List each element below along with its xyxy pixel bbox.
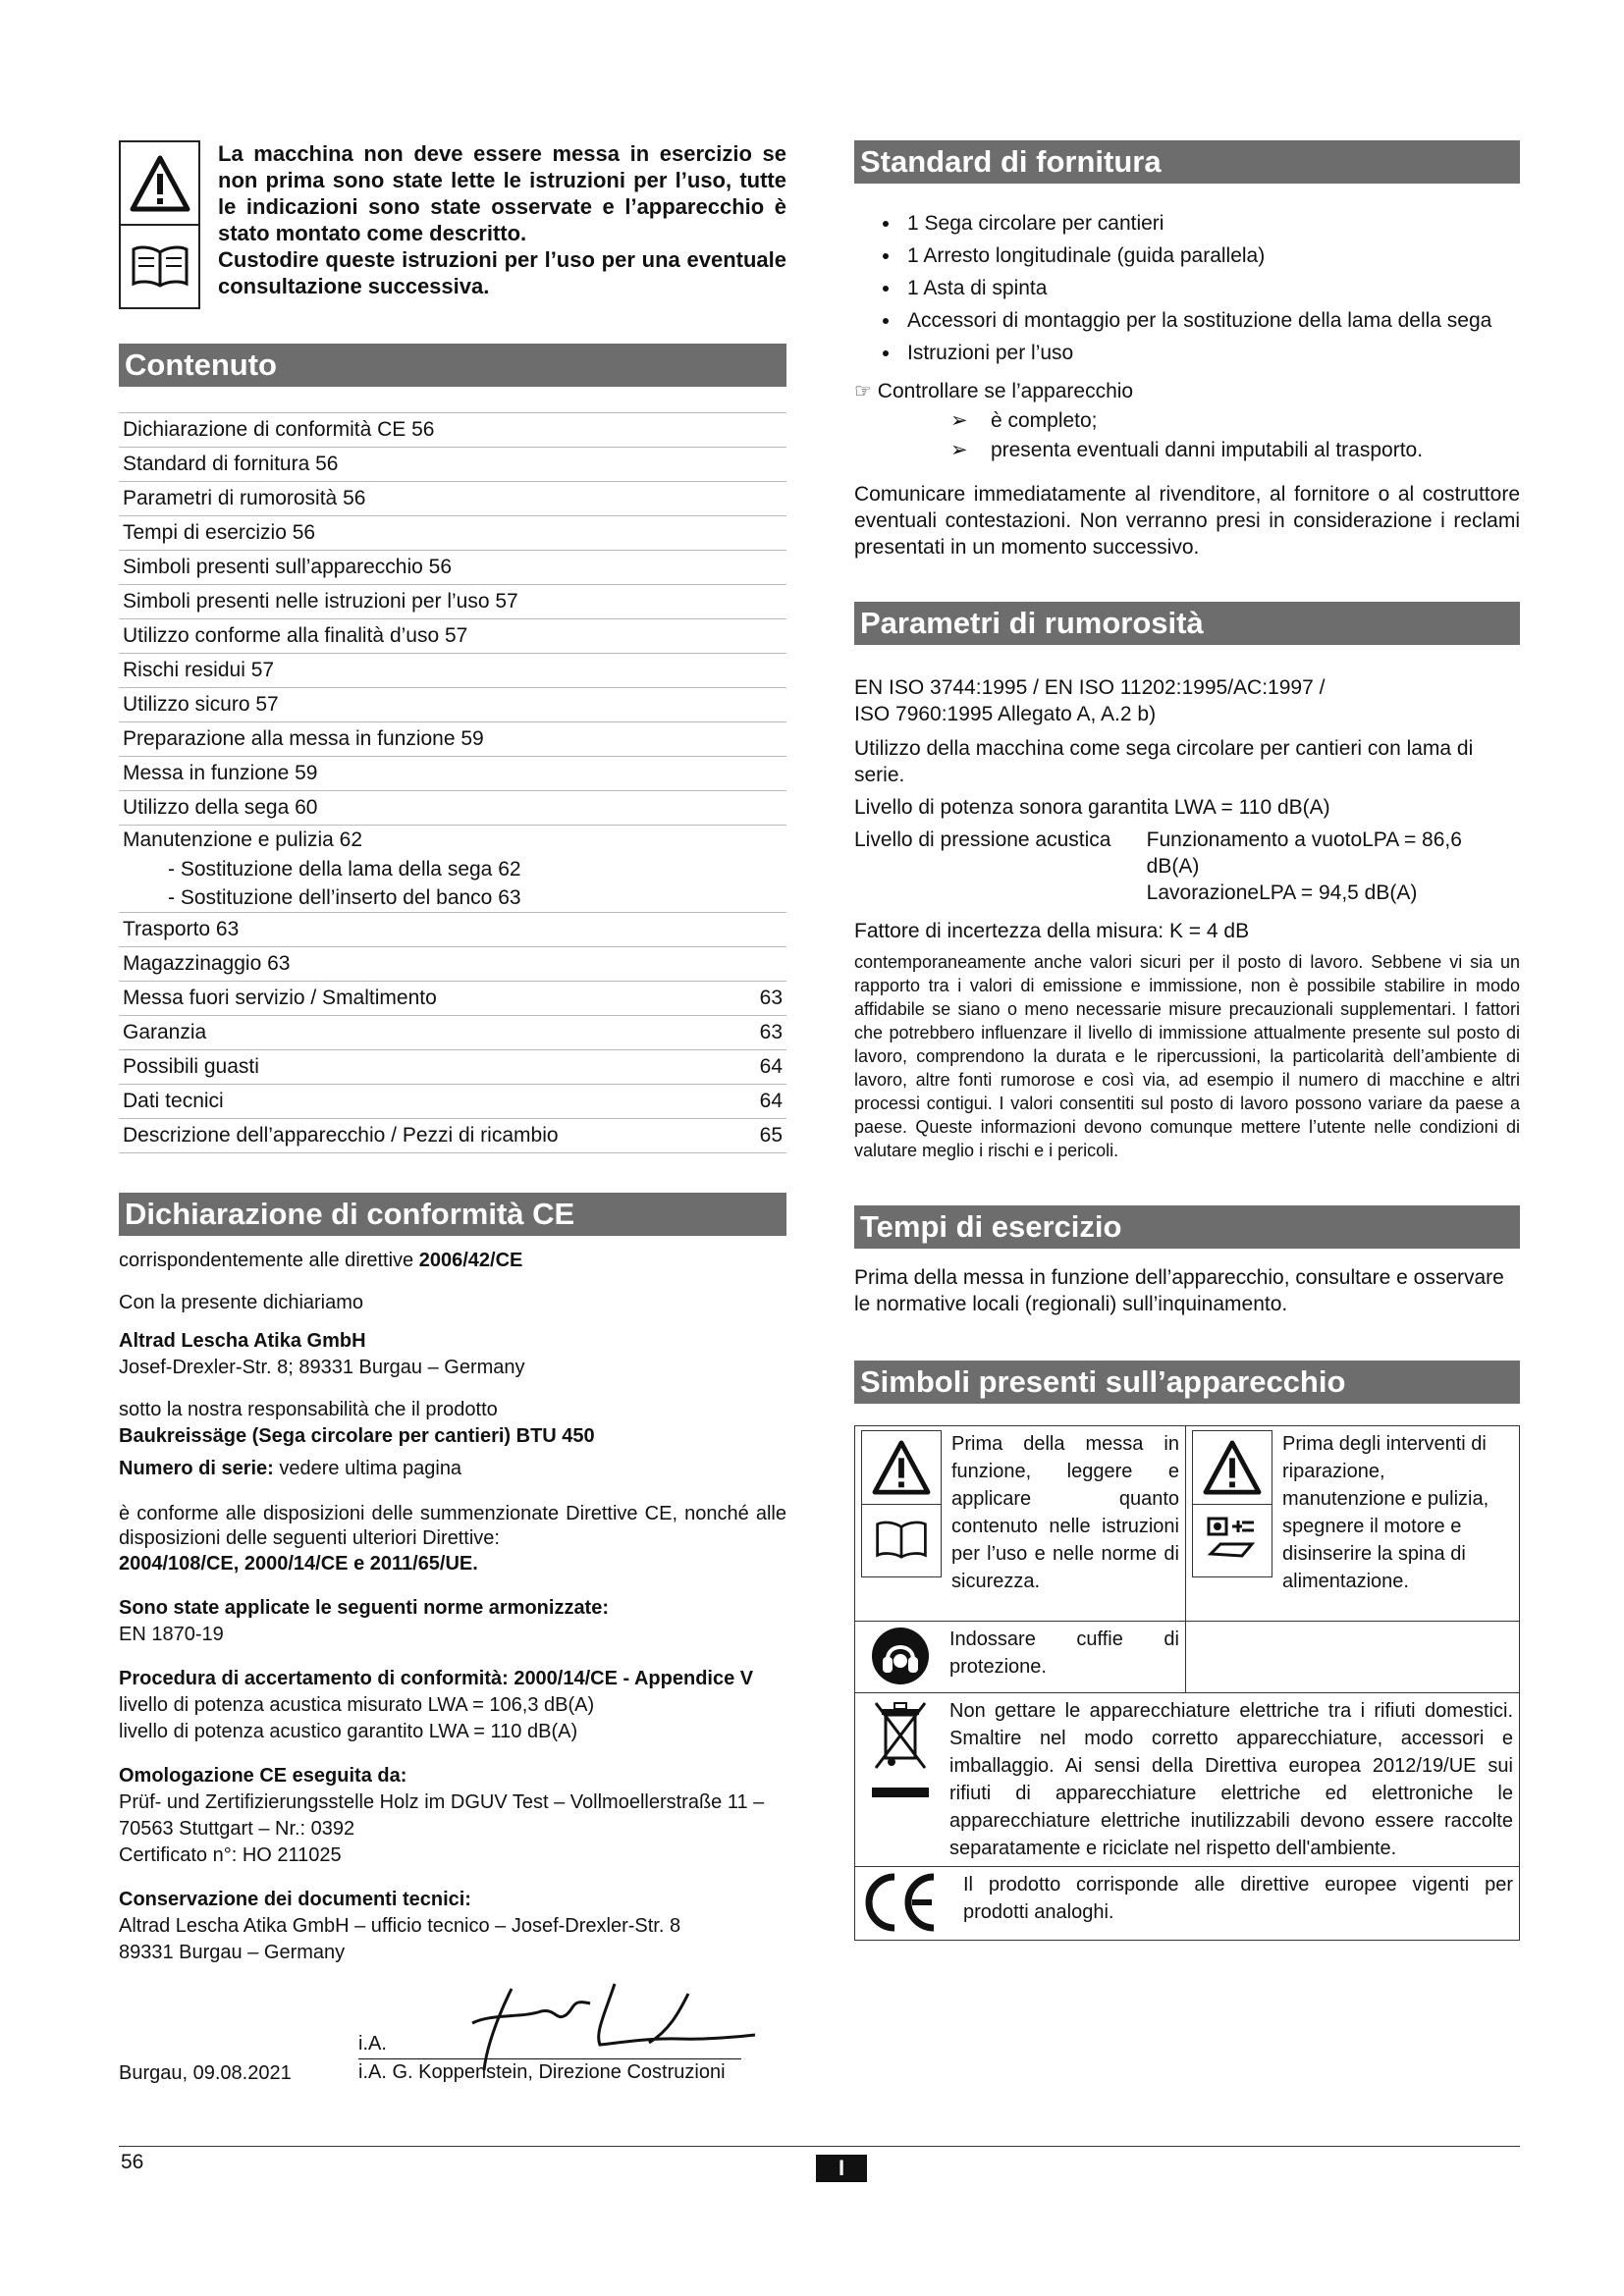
- ce-mark-icon: [861, 1871, 940, 1934]
- list-item: • 1 Arresto longitudinale (guida parallela): [901, 240, 1520, 272]
- list-item: • Istruzioni per l’uso: [901, 337, 1520, 369]
- list-item: • 1 Asta di spinta: [901, 272, 1520, 304]
- noise-heading: Parametri di rumorosità: [854, 602, 1520, 645]
- contents-heading: Contenuto: [119, 344, 786, 387]
- warning-line1: La macchina non deve essere messa in esercizio se non prima sono state lette le istruzioni per l’uso, tutte le indicazioni sono state osservate e l’apparecchio è stato montato come descritto.: [218, 141, 786, 245]
- signatory: i.A. G. Koppenstein, Direzione Costruzioni: [358, 2058, 741, 2084]
- place-date: Burgau, 09.08.2021: [119, 2062, 292, 2084]
- warning-box: [119, 140, 786, 309]
- signature-block: [119, 1974, 786, 2092]
- pointing-hand-icon: ☞: [854, 381, 872, 402]
- toc-item: Utilizzo della sega 60: [119, 790, 786, 825]
- symbols-heading: Simboli presenti sull’apparecchio: [854, 1361, 1520, 1404]
- toc-item: Descrizione dell’apparecchio / Pezzi di ricambio 65: [119, 1118, 786, 1153]
- toc-item: Trasporto 63: [119, 912, 786, 946]
- left-column: [119, 140, 786, 2092]
- toc-item: Utilizzo conforme alla finalità d’uso 57: [119, 618, 786, 653]
- table-row: [855, 1692, 1519, 1866]
- toc-item: Tempi di esercizio 56: [119, 515, 786, 550]
- ia-label: i.A.: [358, 2033, 387, 2055]
- symbol-unplug: Prima degli interventi di riparazione, manutenzione e pulizia, spegnere il motore e disinserire la spina di alimentazione.: [1185, 1426, 1519, 1621]
- warning-triangle-icon: [1193, 1431, 1272, 1504]
- toc-item: Messa in funzione 59: [119, 756, 786, 790]
- noise-body: EN ISO 3744:1995 / EN ISO 11202:1995/AC:1997 / ISO 7960:1995 Allegato A, A.2 b) Utilizzo della macchina come sega circolare per cantieri con lama di serie. Livello di potenza sonora garantita LWA = 110 dB(A) Livello di pressione acustica Funzionamento a vuotoLPA = 86,6 dB(A) LavorazioneLPA = 94,5 dB(A) Fattore di incertezza della misura: K = 4 dB contemporaneamente anche valori sicuri per il posto di lavoro. Sebbene vi sia un rapporto tra i valori di emissione e immissione, non è possibile stabilire in modo affidabile se siano o meno necessarie misure precauzionali supplementari. I fattori che potrebbero influenzare il livello di immissione attualmente presente sul posto di lavoro, comprendono la durata e le ripercussioni, la particolarità dell’ambiente di lavoro, altre fonti rumorose e così via, ad esempio il numero di macchine e altri processi contigui. I valori consentiti sul posto di lavoro possono variare da paese a paese. Queste informazioni devono comunque mettere l’utente nelle condizioni di valutare meglio i rischi e i pericoli.: [854, 676, 1520, 1160]
- conformity-body: corrispondentemente alle direttive 2006/42/CE Con la presente dichiariamo Altrad Lescha Atika GmbH Josef-Drexler-Str. 8; 89331 Burgau – Germany sotto la nostra responsabilità che il prodotto Baukreissäge (Sega circolare per cantieri) BTU 450 Numero di serie: vedere ultima pagina è conforme alle disposizioni delle summenzionate Direttive CE, nonché alle disposizioni delle seguenti ulteriori Direttive: 2004/108/CE, 2000/14/CE e 2011/65/UE. Sono state applicate le seguenti norme armonizzate: EN 1870-19 Procedura di accertamento di conformità: 2000/14/CE - Appendice V livello di potenza acustica misurato LWA = 106,3 dB(A) livello di potenza acustico garantito LWA = 110 dB(A) Omologazione CE eseguita da: Prüf- und Zertifizierungsstelle Holz im DGUV Test – Vollmoellerstraße 11 – 70563 Stuttgart – Nr.: 0392 Certificato n°: HO 211025 Conservazione dei documenti tecnici: Altrad Lescha Atika GmbH – ufficio tecnico – Josef-Drexler-Str. 8 89331 Burgau – Germany: [119, 1250, 786, 1963]
- noise-paragraph: contemporaneamente anche valori sicuri per il posto di lavoro. Sebbene vi sia un rapporto tra i valori di emissione e immissione, non è possibile stabilire in modo affidabile se siano o meno necessarie misure precauzionali supplementari. I fattori che potrebbero influenzare il livello di immissione attualmente presente sul posto di lavoro, comprendono la durata e le ripercussioni, la particolarità dell’ambiente di lavoro, altre fonti rumorose e così via, ad esempio il numero di macchine e altri processi contigui. I valori consentiti sul posto di lavoro possono variare da paese a paese. Queste informazioni devono comunque mettere l’utente nelle condizioni di valutare meglio i rischi e i pericoli.: [854, 952, 1520, 1160]
- toc-item: Utilizzo sicuro 57: [119, 687, 786, 721]
- warning-text: [218, 140, 786, 309]
- toc-item: Messa fuori servizio / Smaltimento 63: [119, 981, 786, 1015]
- toc-item: Parametri di rumorosità 56: [119, 481, 786, 515]
- toc-subitem: - Sostituzione della lama della sega 62: [168, 858, 521, 881]
- table-row: [855, 1426, 1519, 1621]
- check-block: ☞ Controllare se l’apparecchio ➢ è completo; ➢ presenta eventuali danni imputabili al trasporto.: [854, 380, 1424, 461]
- warning-icons: [119, 140, 200, 309]
- manual-book-icon: [121, 224, 198, 307]
- warning-triangle-icon: [121, 142, 198, 224]
- product-name: Baukreissäge (Sega circolare per cantieri) BTU 450: [119, 1425, 595, 1447]
- conformity-heading: Dichiarazione di conformità CE: [119, 1193, 786, 1236]
- toc-list: [119, 412, 786, 1153]
- supply-heading: Standard di fornitura: [854, 140, 1520, 184]
- toc-item: Preparazione alla messa in funzione 59: [119, 721, 786, 756]
- toc-item: Rischi residui 57: [119, 653, 786, 687]
- crossed-bin-icon: [861, 1697, 940, 1805]
- symbol-read-manual: Prima della messa in funzione, leggere e applicare quanto contenuto nelle istruzioni per l’uso e nelle norme di sicurezza.: [855, 1426, 1185, 1621]
- supply-note: Comunicare immediatamente al rivenditore, al fornitore o al costruttore eventuali contestazioni. Non verranno presi in considerazione i reclami presentati in un momento successivo.: [854, 483, 1520, 559]
- toc-item: Dati tecnici 64: [119, 1084, 786, 1118]
- company-name: Altrad Lescha Atika GmbH: [119, 1330, 366, 1352]
- table-row: [855, 1866, 1519, 1940]
- toc-subitem: - Sostituzione dell’inserto del banco 63: [168, 886, 521, 909]
- arrow-bullet-icon: ➢: [950, 409, 968, 432]
- toc-item: Possibili guasti 64: [119, 1049, 786, 1084]
- list-item: • Accessori di montaggio per la sostituzione della lama della sega: [901, 304, 1520, 337]
- symbol-weee: Non gettare le apparecchiature elettriche tra i rifiuti domestici. Smaltire nel modo corretto apparecchiature, accessori e imballaggio. Ai sensi della Direttiva europea 2012/19/UE sui rifiuti di apparecchiature elettriche ed elettroniche le apparecchiature elettriche inutilizzabili devono essere raccolte separatamente e riciclate nel rispetto dell'ambiente.: [855, 1693, 1519, 1866]
- signature-image: [394, 1974, 757, 2072]
- language-badge: I: [816, 2155, 867, 2182]
- arrow-bullet-icon: ➢: [950, 439, 968, 461]
- ear-protection-icon: [861, 1626, 940, 1686]
- toc-item: Garanzia 63: [119, 1015, 786, 1049]
- operating-times-heading: Tempi di esercizio: [854, 1205, 1520, 1249]
- operating-times-text: Prima della messa in funzione dell’apparecchio, consultare e osservare le normative locali (regionali) sull’inquinamento.: [854, 1266, 1504, 1315]
- warning-line2: Custodire queste istruzioni per l’uso per una eventuale consultazione successiva.: [218, 247, 786, 298]
- toc-item-maintenance: Manutenzione e pulizia 62 - Sostituzione della lama della sega 62 - Sostituzione dell’inserto del banco 63: [119, 825, 786, 912]
- symbol-ear-protection: Indossare cuffie di protezione.: [855, 1622, 1185, 1692]
- page-number: 56: [121, 2151, 144, 2173]
- toc-item: Standard di fornitura 56: [119, 447, 786, 481]
- toc-item: Dichiarazione di conformità CE 56: [119, 412, 786, 447]
- toc-item: Magazzinaggio 63: [119, 946, 786, 981]
- toc-item: Simboli presenti nelle istruzioni per l’uso 57: [119, 584, 786, 618]
- table-row: [855, 1621, 1519, 1692]
- supply-list: [854, 207, 1520, 369]
- page-footer: [119, 2146, 1520, 2180]
- unplug-icon: [1193, 1504, 1272, 1577]
- warning-triangle-icon: [862, 1431, 941, 1504]
- list-item: • 1 Sega circolare per cantieri: [901, 207, 1520, 240]
- manual-book-icon: [862, 1504, 941, 1577]
- toc-item: Simboli presenti sull’apparecchio 56: [119, 550, 786, 584]
- symbol-ce: Il prodotto corrisponde alle direttive europee vigenti per prodotti analoghi.: [855, 1867, 1519, 1940]
- symbols-table: [854, 1425, 1520, 1941]
- right-column: [854, 140, 1520, 1941]
